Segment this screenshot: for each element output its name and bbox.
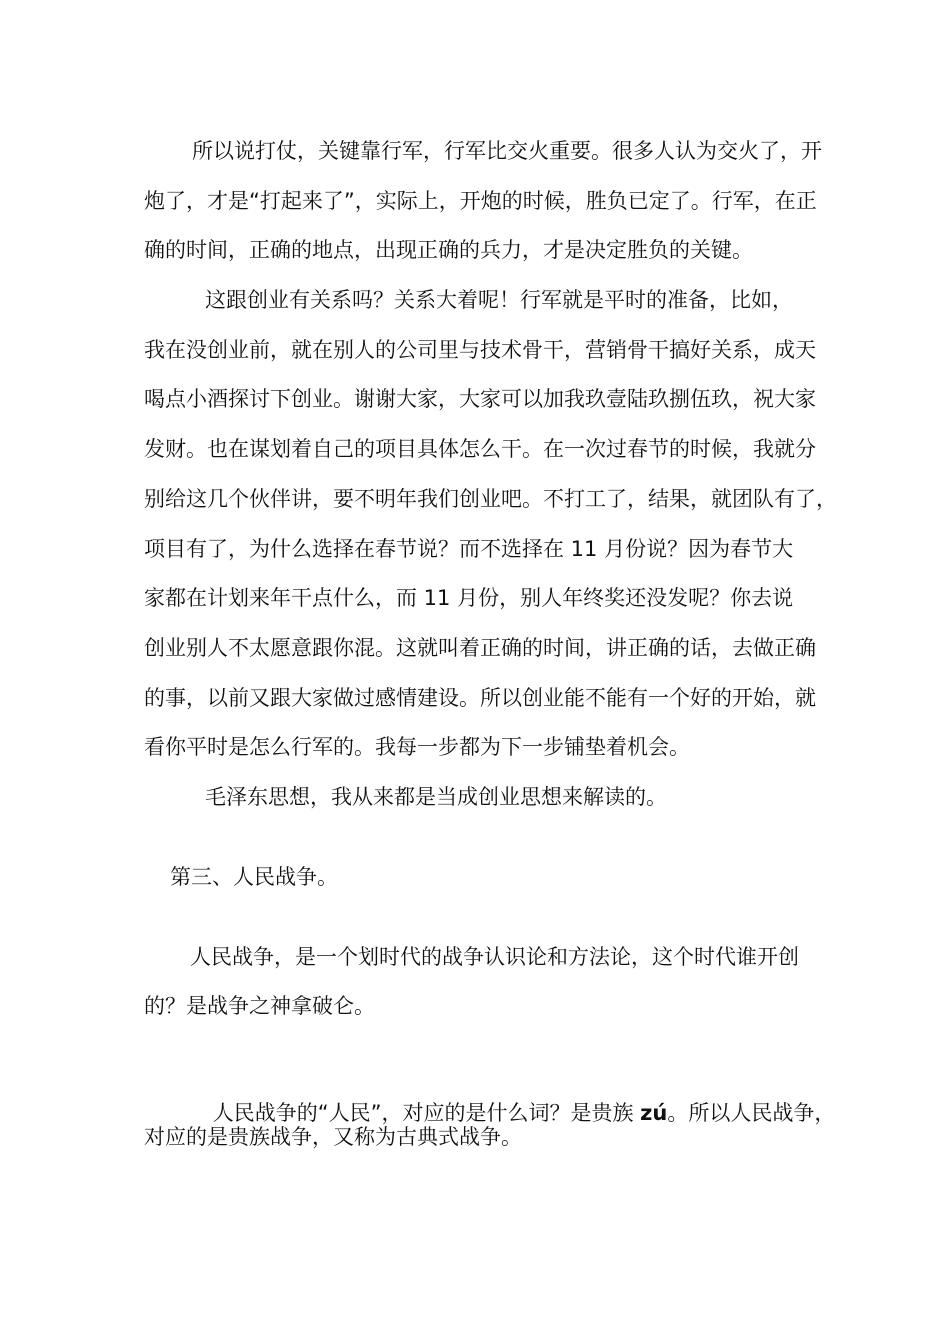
- paragraph-3-line-1: 毛泽东思想，我从来都是当成创业思想来解读的。: [205, 785, 667, 809]
- paragraph-4-line-2: 的？是战争之神拿破仑。: [144, 994, 375, 1018]
- paragraph-2-line-1: 这跟创业有关系吗？关系大着呢！行军就是平时的准备，比如，: [205, 288, 793, 312]
- paragraph-1-line-3: 确的时间，正确的地点，出现正确的兵力，才是决定胜负的关键。: [144, 238, 753, 262]
- paragraph-2-line-2: 我在没创业前，就在别人的公司里与技术骨干，营销骨干搞好关系，成天: [144, 338, 816, 362]
- paragraph-5-pinyin: zú: [640, 1101, 668, 1125]
- paragraph-5-line-1-end: 。所以人民战争，: [667, 1101, 836, 1125]
- section-heading: 第三、人民战争。: [170, 865, 338, 889]
- paragraph-5-line-2: 对应的是贵族战争，又称为古典式战争。: [144, 1125, 522, 1149]
- paragraph-2-line-4: 发财。也在谋划着自己的项目具体怎么干。在一次过春节的时候，我就分: [144, 437, 816, 461]
- paragraph-2-line-3: 喝点小酒探讨下创业。谢谢大家，大家可以加我玖壹陆玖捌伍玖，祝大家: [144, 387, 816, 411]
- paragraph-1-line-2: 炮了，才是“打起来了”，实际上，开炮的时候，胜负已定了。行军，在正: [144, 189, 817, 213]
- paragraph-2-line-10: 看你平时是怎么行军的。我每一步都为下一步铺垫着机会。: [144, 735, 690, 759]
- paragraph-2-line-7: 家都在计划来年干点什么，而 11 月份，别人年终奖还没发呢？你去说: [144, 586, 794, 610]
- paragraph-2-line-8: 创业别人不太愿意跟你混。这就叫着正确的时间，讲正确的话，去做正确: [144, 636, 816, 660]
- paragraph-1-line-1: 所以说打仗，关键靠行军，行军比交火重要。很多人认为交火了，开: [192, 139, 822, 163]
- paragraph-2-line-9: 的事，以前又跟大家做过感情建设。所以创业能不能有一个好的开始，就: [144, 686, 816, 710]
- paragraph-4-line-1: 人民战争，是一个划时代的战争认识论和方法论，这个时代谁开创: [190, 945, 799, 969]
- paragraph-2-line-5: 别给这几个伙伴讲，要不明年我们创业吧。不打工了，结果，就团队有了，: [144, 487, 837, 511]
- paragraph-2-line-6: 项目有了，为什么选择在春节说？而不选择在 11 月份说？因为春节大: [144, 537, 794, 561]
- paragraph-5-line-1-start: 人民战争的“人民”，对应的是什么词？是贵族: [212, 1101, 641, 1125]
